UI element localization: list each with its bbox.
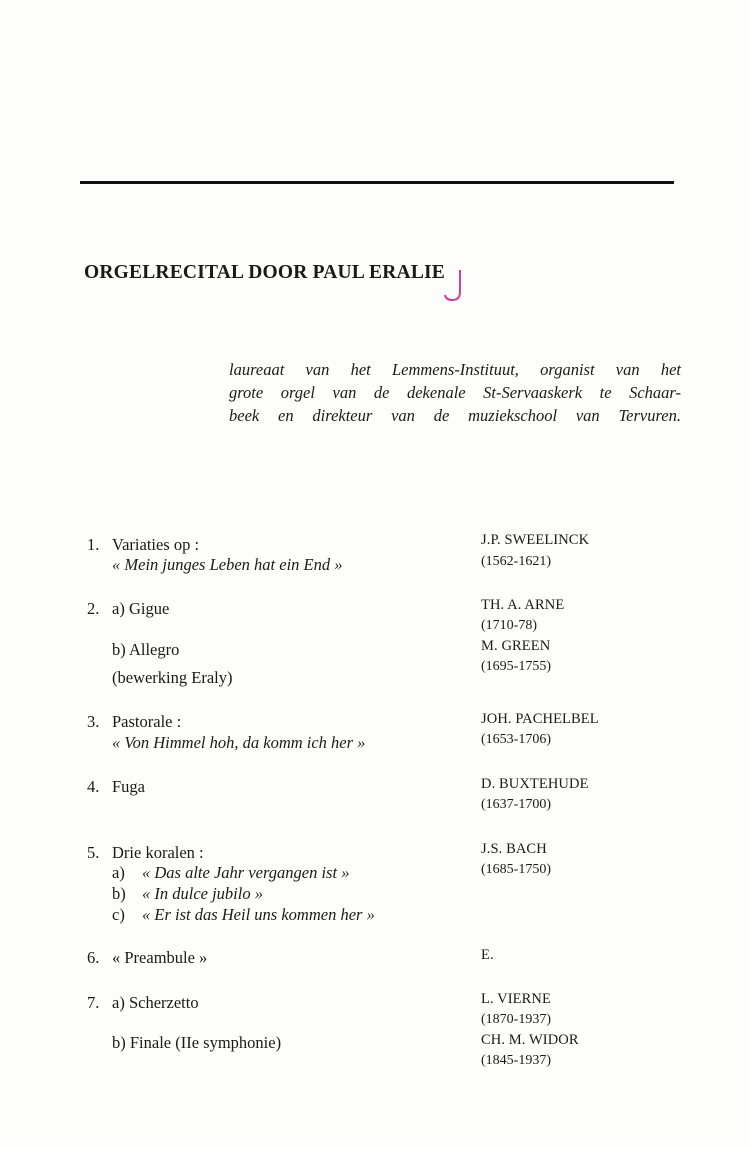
- chorale-label: a): [112, 863, 125, 882]
- page-title: ORGELRECITAL DOOR PAUL ERALIE: [84, 262, 446, 283]
- program-number: 7.: [87, 993, 100, 1012]
- composer-name: D. BUXTEHUDE: [481, 776, 589, 792]
- program-number: 5.: [87, 843, 100, 862]
- program-title: a) Scherzetto: [112, 993, 199, 1012]
- chorale-title: « Das alte Jahr vergangen ist »: [142, 863, 350, 882]
- chorale-label: c): [112, 905, 125, 924]
- composer-name: J.S. BACH: [481, 841, 547, 857]
- bio-line-3: beek en direkteur van de muziekschool van Tervuren.: [229, 406, 681, 425]
- composer-years: (1562-1621): [481, 554, 551, 569]
- composer-years: (1695-1755): [481, 659, 551, 674]
- chorale-title: « In dulce jubilo »: [142, 884, 263, 903]
- program-title: Variaties op :: [112, 535, 200, 554]
- program-title: b) Allegro: [112, 640, 180, 659]
- bio-line-1: laureaat van het Lemmens-Instituut, organist van het: [229, 360, 681, 379]
- composer-name: TH. A. ARNE: [481, 597, 565, 613]
- program-number: 2.: [87, 599, 100, 618]
- bio-line-2: grote orgel van de dekenale St-Servaaskerk te Schaar-: [229, 383, 681, 402]
- performer-bio: [229, 358, 681, 427]
- composer-name: J.P. SWEELINCK: [481, 532, 590, 548]
- program-note: (bewerking Eraly): [112, 668, 233, 687]
- program-title: Pastorale :: [112, 712, 182, 731]
- program-title: « Preambule »: [112, 948, 208, 967]
- composer-name: E.: [481, 947, 494, 963]
- program-title: Drie koralen :: [112, 843, 204, 862]
- composer-years: (1870-1937): [481, 1012, 551, 1027]
- program-title: Fuga: [112, 777, 145, 796]
- composer-name: M. GREEN: [481, 638, 551, 654]
- composer-name: CH. M. WIDOR: [481, 1032, 579, 1048]
- composer-years: (1637-1700): [481, 797, 551, 812]
- handwritten-correction-mark: [442, 268, 472, 306]
- program-subtitle: « Von Himmel hoh, da komm ich her »: [112, 733, 366, 752]
- chorale-label: b): [112, 884, 126, 903]
- program-subtitle: « Mein junges Leben hat ein End »: [112, 555, 343, 574]
- program-title: a) Gigue: [112, 599, 170, 618]
- chorale-title: « Er ist das Heil uns kommen her »: [142, 905, 375, 924]
- composer-years: (1710-78): [481, 618, 537, 633]
- program-number: 6.: [87, 948, 100, 967]
- program-number: 3.: [87, 712, 100, 731]
- top-rule: [80, 181, 674, 184]
- program-title: b) Finale (IIe symphonie): [112, 1033, 282, 1052]
- composer-years: (1845-1937): [481, 1053, 551, 1068]
- composer-name: JOH. PACHELBEL: [481, 711, 599, 727]
- composer-years: (1653-1706): [481, 732, 551, 747]
- composer-years: (1685-1750): [481, 862, 551, 877]
- program-number: 1.: [87, 535, 100, 554]
- composer-name: L. VIERNE: [481, 991, 551, 1007]
- program-number: 4.: [87, 777, 100, 796]
